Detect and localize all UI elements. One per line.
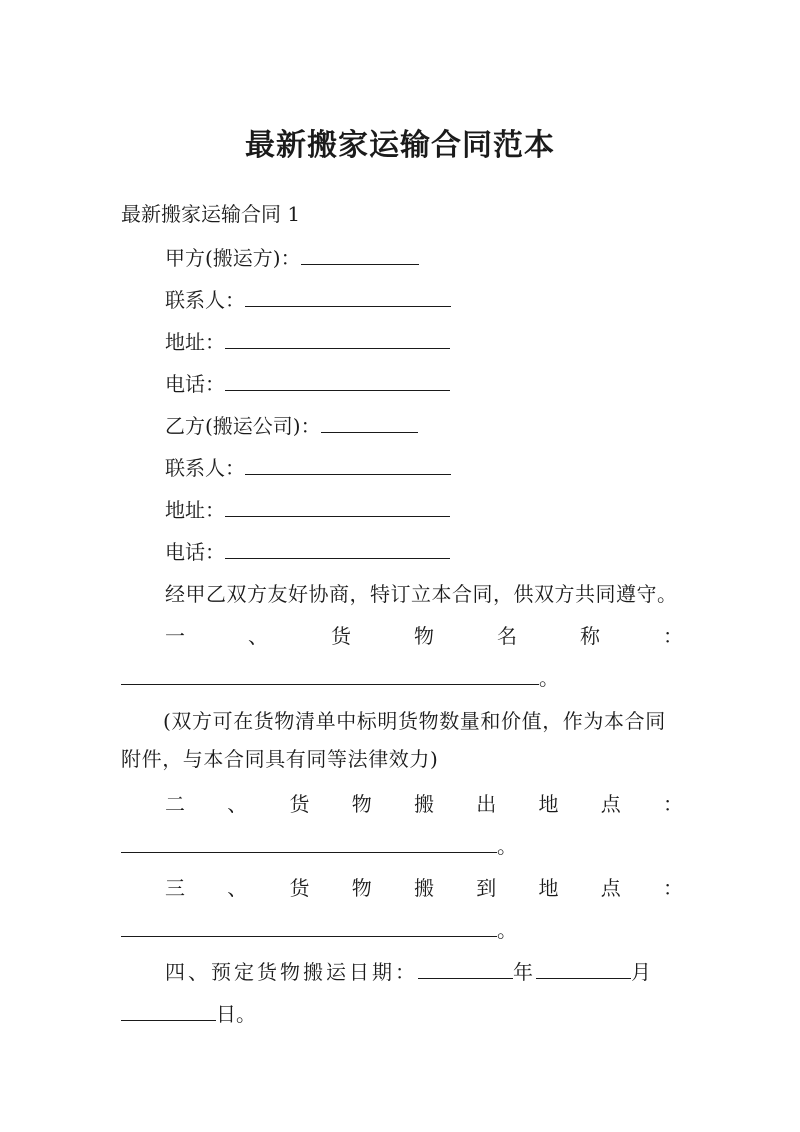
clause-2-char: 出 [476, 792, 497, 816]
clause-3-heading [165, 871, 683, 905]
party-a-phone-row [165, 367, 450, 401]
clause-2-char: 货 [289, 792, 310, 816]
clause-1-char: ： [663, 624, 683, 648]
clause-4-month: 月 [631, 960, 654, 984]
clause-2-char: ： [663, 792, 683, 816]
contract-subtitle: 最新搬家运输合同 1 [121, 202, 301, 226]
party-a-address-row [165, 325, 450, 359]
party-b-address-label: 地址： [165, 498, 225, 522]
party-a-contact-row [165, 283, 451, 317]
clause-2-char: 二 [165, 792, 185, 816]
clause-4-year: 年 [513, 960, 536, 984]
party-a-address-blank[interactable] [225, 326, 450, 349]
clause-1-char: 称 [580, 624, 600, 648]
clause-3-char: 三 [165, 876, 185, 900]
party-a-label: 甲方(搬运方)： [165, 246, 301, 270]
clause-1-blank[interactable] [121, 662, 539, 685]
clause-1-char: 物 [414, 624, 434, 648]
party-a-contact-label: 联系人： [165, 288, 245, 312]
party-b-phone-blank[interactable] [225, 536, 450, 559]
clause-4-row [165, 955, 654, 989]
party-b-phone-label: 电话： [165, 540, 225, 564]
party-a-address-label: 地址： [165, 330, 225, 354]
clause-3-char: 搬 [414, 876, 434, 900]
clause-3-char: 点 [600, 876, 621, 900]
clause-2-end: 。 [497, 834, 517, 858]
clause-2-char: 、 [227, 792, 248, 816]
intro-paragraph: 经甲乙双方友好协商，特订立本合同，供双方共同遵守。 [165, 582, 678, 606]
party-b-contact-row [165, 451, 451, 485]
clause-4-label: 四、预定货物搬运日期： [165, 960, 418, 984]
clause-2-char: 点 [600, 792, 621, 816]
clause-3-char: 到 [476, 876, 497, 900]
party-b-address-blank[interactable] [225, 494, 450, 517]
clause-4-month-blank[interactable] [536, 956, 631, 979]
party-b-address-row [165, 493, 450, 527]
document-title: 最新搬家运输合同范本 [245, 128, 555, 163]
clause-1-char: 货 [331, 624, 351, 648]
clause-2-char: 物 [351, 792, 372, 816]
clause-3-char: 物 [351, 876, 372, 900]
clause-3-answer-row [121, 913, 517, 947]
clause-4-day-row [121, 997, 256, 1031]
clause-4-day-blank[interactable] [121, 998, 216, 1021]
clause-3-blank[interactable] [121, 914, 497, 937]
note-paragraph: (双方可在货物清单中标明货物数量和价值，作为本合同附件，与本合同具有同等法律效力) [121, 709, 666, 771]
clause-4-day: 日。 [216, 1002, 256, 1026]
clause-2-char: 地 [538, 792, 559, 816]
clause-3-end: 。 [497, 918, 517, 942]
party-a-row [165, 241, 419, 275]
clause-2-blank[interactable] [121, 830, 497, 853]
party-b-phone-row [165, 535, 450, 569]
clause-4-year-blank[interactable] [418, 956, 513, 979]
clause-2-answer-row [121, 829, 517, 863]
clause-1-answer-row [121, 661, 559, 695]
party-b-blank[interactable] [321, 410, 418, 433]
clause-3-char: 货 [289, 876, 310, 900]
party-b-row [165, 409, 418, 443]
clause-1-char: 、 [248, 624, 268, 648]
clause-1-char: 一 [165, 624, 185, 648]
clause-1-char: 名 [497, 624, 517, 648]
party-a-contact-blank[interactable] [245, 284, 451, 307]
clause-3-char: ： [663, 876, 683, 900]
party-a-phone-blank[interactable] [225, 368, 450, 391]
party-b-contact-label: 联系人： [165, 456, 245, 480]
party-b-label: 乙方(搬运公司)： [165, 414, 321, 438]
clause-1-heading [165, 619, 683, 653]
clause-3-char: 地 [538, 876, 559, 900]
clause-3-char: 、 [227, 876, 248, 900]
party-a-phone-label: 电话： [165, 372, 225, 396]
clause-2-char: 搬 [414, 792, 434, 816]
clause-2-heading [165, 787, 683, 821]
party-a-blank[interactable] [301, 242, 419, 265]
party-b-contact-blank[interactable] [245, 452, 451, 475]
clause-1-end: 。 [539, 666, 559, 690]
